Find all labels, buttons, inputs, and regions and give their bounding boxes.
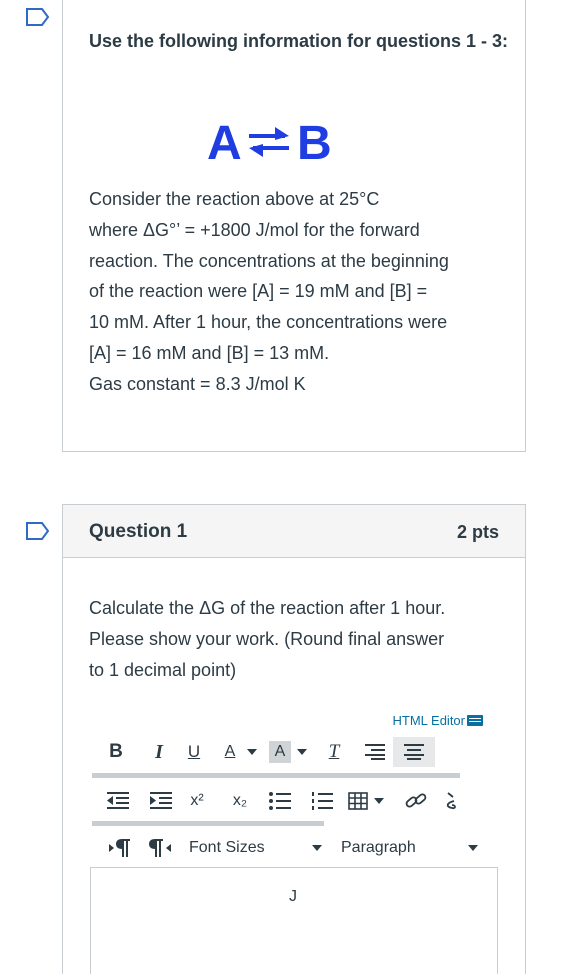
question-header (63, 505, 525, 558)
italic-button[interactable]: I (155, 740, 163, 763)
question-line: Calculate the ΔG of the reaction after 1 hour. (89, 598, 446, 618)
text-caret: J (289, 888, 297, 905)
font-color-button[interactable]: A (224, 743, 236, 760)
info-card (62, 0, 526, 452)
font-sizes-select[interactable]: Font Sizes (189, 839, 265, 856)
question-card (62, 504, 526, 974)
question-points: 2 pts (456, 522, 499, 542)
table-icon[interactable] (345, 786, 371, 816)
paragraph-select[interactable]: Paragraph (341, 839, 416, 856)
reaction-reactant: A (207, 117, 242, 170)
background-color-button[interactable]: A (269, 741, 291, 763)
subscript-button[interactable]: x₂ (232, 792, 248, 809)
align-right-icon[interactable] (357, 737, 393, 767)
reaction-equation (63, 110, 527, 170)
question-line: to 1 decimal point) (89, 660, 237, 680)
indent-icon[interactable] (143, 786, 179, 816)
info-line: Consider the reaction above at 25°C (89, 189, 380, 209)
info-line: reaction. The concentrations at the beginning (89, 250, 449, 271)
info-line: Gas constant = 8.3 J/mol K (89, 373, 306, 394)
font-color-dropdown-icon[interactable] (243, 737, 261, 767)
align-center-icon[interactable] (393, 737, 435, 767)
flag-question-icon[interactable] (26, 522, 50, 540)
info-line: of the reaction were [A] = 19 mM and [B] = (89, 281, 428, 302)
question-title: Question 1 (89, 521, 188, 542)
flag-question-icon[interactable] (26, 8, 50, 26)
numbered-list-icon[interactable] (303, 786, 341, 816)
table-dropdown-icon[interactable] (371, 786, 387, 816)
underline-button[interactable]: U (187, 742, 201, 761)
outdent-icon[interactable] (103, 786, 133, 816)
info-heading: Use the following information for questions 1 - 3: (89, 31, 509, 51)
keyboard-icon (467, 715, 483, 726)
info-line: where ΔG°’ = +1800 J/mol for the forward (89, 219, 420, 240)
toolbar-row-1 (103, 736, 435, 768)
equilibrium-arrows-icon (249, 127, 289, 157)
info-line: 10 mM. After 1 hour, the concentrations were (89, 312, 448, 333)
info-body (89, 184, 509, 400)
reaction-product: B (297, 117, 332, 170)
toolbar-row-3 (103, 832, 481, 864)
toolbar-divider (92, 773, 460, 778)
info-line: [A] = 16 mM and [B] = 13 mM. (89, 342, 330, 363)
background-color-dropdown-icon[interactable] (291, 737, 313, 767)
answer-editor[interactable] (90, 867, 498, 974)
html-editor-link[interactable] (393, 713, 483, 728)
html-editor-label: HTML Editor (392, 713, 465, 728)
bold-button[interactable]: B (109, 741, 123, 762)
bullet-list-icon[interactable] (263, 786, 297, 816)
rtl-paragraph-icon[interactable] (143, 833, 177, 863)
question-line: Please show your work. (Round final answer (89, 629, 445, 649)
toolbar-divider (92, 821, 324, 826)
ltr-paragraph-icon[interactable] (103, 833, 137, 863)
embed-icon[interactable] (439, 786, 463, 816)
link-icon[interactable] (399, 786, 433, 816)
question-text (89, 593, 509, 686)
font-sizes-dropdown-icon[interactable] (307, 833, 327, 863)
toolbar-row-2 (103, 785, 463, 817)
superscript-button[interactable]: x² (190, 792, 204, 809)
clear-formatting-button[interactable]: T (328, 741, 340, 762)
paragraph-dropdown-icon[interactable] (465, 833, 481, 863)
